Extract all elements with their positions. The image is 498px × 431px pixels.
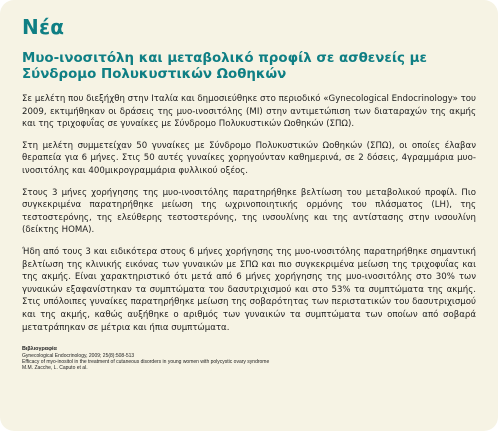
- references: [22, 346, 476, 371]
- article-title: Μυο-ινοσιτόλη και μεταβολικό προφίλ σε ασθενείς με Σύνδρομο Πολυκυστικών Ωοθηκών: [22, 51, 427, 82]
- article-paragraph-3: Στους 3 μήνες χορήγησης της μυο-ινοσιτόλης παρατηρήθηκε βελτίωση του μεταβολικού προφίλ. Πιο συγκεκριμένα παρατηρήθηκε μείωση της ωχρινοποιητικής ορμόνης του πλάσματος (LH), της τεστοστερόνης, της ελεύθερης τεστοστερόνης, της ινσουλίνης και της αντίστασης στην ινσουλίνη (δείκτης HOMA).: [22, 187, 476, 236]
- article-paragraph-4: Ήδη από τους 3 και ειδικότερα στους 6 μήνες χορήγησης της μυο-ινοσιτόλης παρατηρήθηκε σημαντική βελτίωση της κλινικής εικόνας των γυναικών με ΣΠΩ και πιο συγκεκριμένα μείωση της τριχοφυΐας και της ακμής. Είναι χαρακτηριστικό ότι μετά από 6 μήνες χορήγησης της μυο-ινοσιτόλης στο 30% των γυναικών εξαφανίστηκαν τα συμπτώματα του δασυτριχισμού και στο 53% τα συμπτώματα της ακμής. Στις υπόλοιπες γυναίκες παρατηρήθηκε μείωση της σοβαρότητας των περιστατικών του δασυτριχισμού και της ακμής, καθώς αυξήθηκε ο αριθμός των γυναικών τα συμπτώματα των οποίων από σοβαρά μετατράπηκαν σε μέτρια και ήπια συμπτώματα.: [22, 246, 476, 333]
- reference-line: Efficacy of myo-inositol in the treatment of cutaneous disorders in young women with polycystic ovary syndrome: [22, 359, 270, 366]
- article-paragraph-2: Στη μελέτη συμμετείχαν 50 γυναίκες με Σύνδρομο Πολυκυστικών Ωοθηκών (ΣΠΩ), οι οποίες έλαβαν θεραπεία για 6 μήνες. Στις 50 αυτές γυναίκες χορηγούνταν καθημερινά, σε 2 δόσεις, 4γραμμάρια μυο-ινοσιτόλης και 400μικρογραμμάρια φυλλικού οξέος.: [22, 140, 476, 176]
- references-heading: Βιβλιογραφία: [22, 346, 57, 353]
- article-paragraph-1: Σε μελέτη που διεξήχθη στην Ιταλία και δημοσιεύθηκε στο περιοδικό «Gynecological Endocrinology» του 2009, εκτιμήθηκαν οι δράσεις της μυο-ινοσιτόλης (MI) στην αντιμετώπιση των διαταραχών της ακμής και της τριχοφυΐας σε γυναίκες με Σύνδρομο Πολυκυστικών Ωοθηκών (ΣΠΩ).: [22, 94, 476, 130]
- reference-line: M.M. Zacche, L. Caputo et al.: [22, 365, 88, 372]
- section-label: Νέα: [22, 15, 65, 39]
- reference-line: Gynecological Endocrinology, 2009; 25(8):508-513: [22, 353, 135, 360]
